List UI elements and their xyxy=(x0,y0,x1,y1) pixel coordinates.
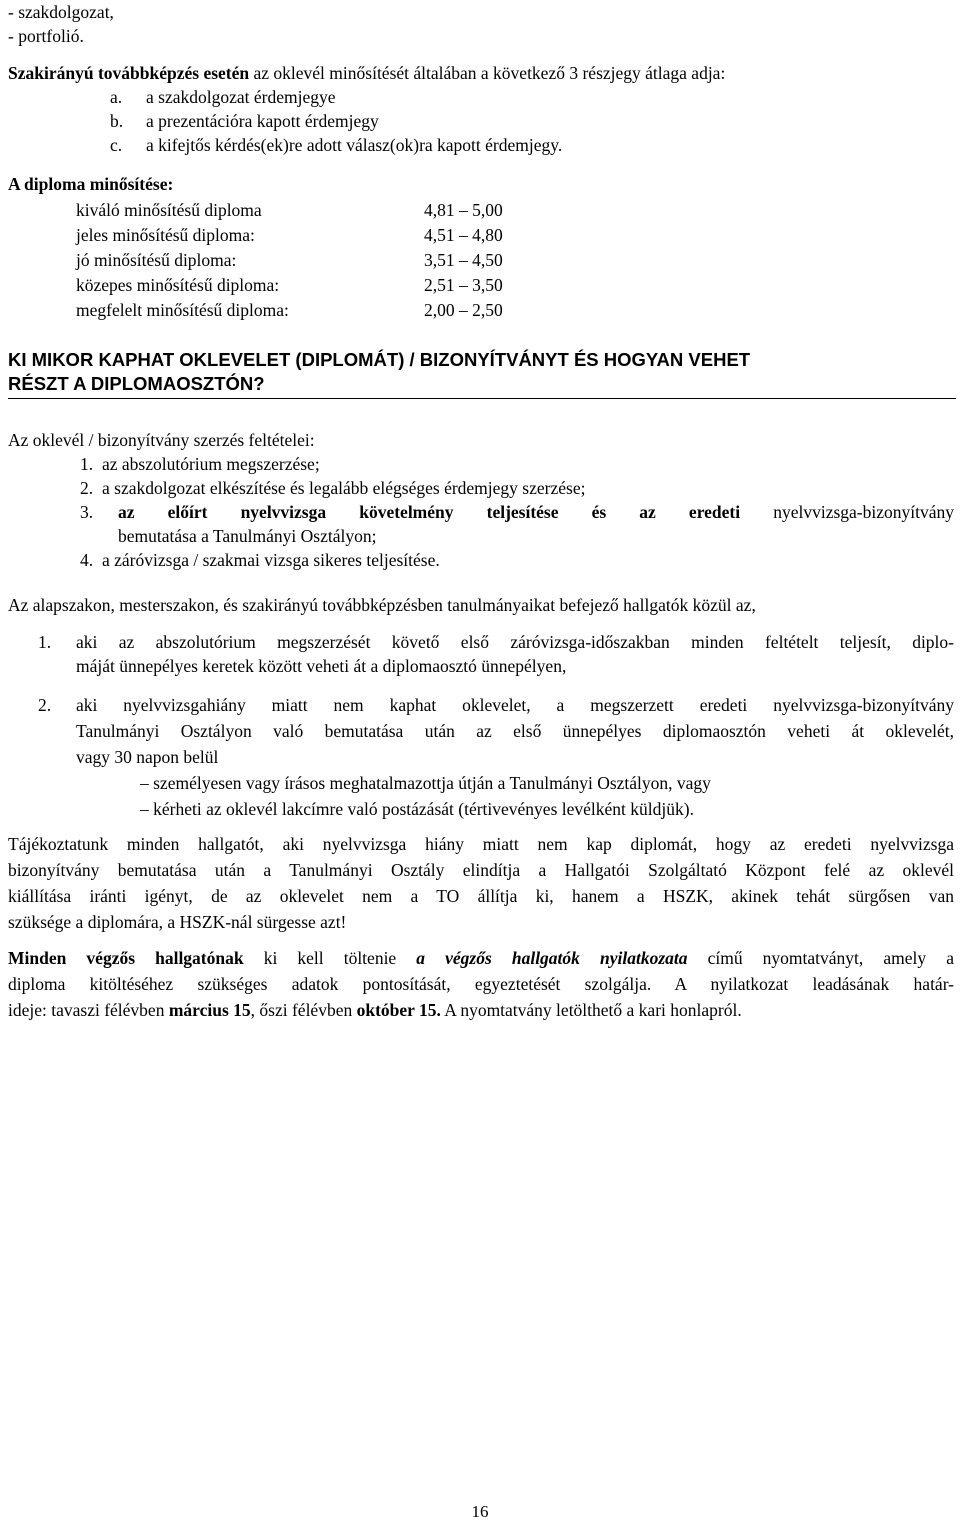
list-item: 2. aki nyelvvizsgahiány miatt nem kaphat oklevelet, a megszerzett eredeti nyelvvizsga-bizonyítvány Tanulmányi Osztályon való bemutatása után az első ünnepélyes diplomaosztón veheti át oklevelét, vagy 30 napon belül – személyesen vagy írásos meghatalmazottja útján a Tanulmányi Osztályon, vagy – kérheti az oklevél lakcímre való postázását (tértivevényes levélként küldjük). xyxy=(8,693,954,823)
assessment-list xyxy=(8,0,954,48)
graduates-intro: Az alapszakon, mesterszakon, és szakirányú továbbképzésben tanulmányaikat befejező hallgatók közül az, xyxy=(8,595,756,615)
list-item: 4. a záróvizsga / szakmai vizsga sikeres teljesítése. xyxy=(80,550,440,570)
specialist-training-section xyxy=(8,61,954,157)
sub-list-item: – személyesen vagy írásos meghatalmazottja útján a Tanulmányi Osztályon, vagy xyxy=(140,773,711,793)
info-paragraph: Tájékoztatunk minden hallgatót, aki nyelvvizsga hiány miatt nem kap diplomát, hogy az eredeti nyelvvizsga bizonyítvány bemutatása után a Tanulmányi Osztály elindítja a Hallgatói Szolgáltató Központ felé az oklevél kiállítása iránti igényt, de az oklevelet nem a TO állítja ki, hanem a HSZK, akinek tehát sürgősen van szüksége a diplomára, a HSZK-nál sürgesse azt! xyxy=(8,834,954,932)
list-item: 2. a szakdolgozat elkészítése és legalább elégséges érdemjegy szerzése; xyxy=(80,478,586,498)
grade-row: megfelelt minősítésű diploma: 2,00 – 2,50 xyxy=(76,300,503,320)
sub-list-item: – kérheti az oklevél lakcímre való postázását (tértivevényes levélként küldjük). xyxy=(140,799,694,819)
list-item: - szakdolgozat, xyxy=(8,2,114,22)
grade-row: jó minősítésű diploma: 3,51 – 4,50 xyxy=(76,250,503,270)
list-item: 1. aki az abszolutórium megszerzését követő első záróvizsga-időszakban minden feltételt teljesít, diplo- máját ünnepélyes keretek között veheti át a diplomaosztó ünnepélyen, xyxy=(38,632,954,676)
grade-row: közepes minősítésű diploma: 2,51 – 3,50 xyxy=(76,275,503,295)
list-item: b. a prezentációra kapott érdemjegy xyxy=(110,111,379,131)
declaration-paragraph: Minden végzős hallgatónak ki kell töltenie a végzős hallgatók nyilatkozata című nyomtatványt, amely a diploma kitöltéséhez szükséges adatok pontosítását, egyeztetését szolgálja. A nyilatkozat leadásának határ- ideje: tavaszi félévben március 15, őszi félévben október 15. A nyomtatvány letölthető a kari honlapról. xyxy=(8,948,954,1020)
grades-title: A diploma minősítése: xyxy=(8,174,174,194)
specialist-training-intro: Szakirányú továbbképzés esetén az oklevél minősítését általában a következő 3 részjegy átlaga adja: xyxy=(8,63,726,83)
graduates-section xyxy=(8,593,954,617)
list-item: c. a kifejtős kérdés(ek)re adott válasz(ok)ra kapott érdemjegy. xyxy=(110,135,563,155)
list-item: a. a szakdolgozat érdemjegye xyxy=(110,87,336,107)
page-number: 16 xyxy=(471,1502,489,1521)
diploma-grades-section xyxy=(8,172,954,323)
section-heading: KI MIKOR KAPHAT OKLEVELET (DIPLOMÁT) / BIZONYÍTVÁNYT ÉS HOGYAN VEHET RÉSZT A DIPLOMAOSZTÓN? xyxy=(8,348,956,399)
list-item: 1. az abszolutórium megszerzése; xyxy=(80,454,320,474)
conditions-section xyxy=(8,428,954,572)
grade-row: kiváló minősítésű diploma 4,81 – 5,00 xyxy=(76,200,503,220)
grade-row: jeles minősítésű diploma: 4,51 – 4,80 xyxy=(76,225,503,245)
list-item: - portfolió. xyxy=(8,26,84,46)
list-item: 3. az előírt nyelvvizsga követelmény teljesítése és az eredeti nyelvvizsga-bizonyítvány bemutatása a Tanulmányi Osztályon; xyxy=(80,502,954,546)
conditions-title: Az oklevél / bizonyítvány szerzés feltételei: xyxy=(8,430,315,450)
